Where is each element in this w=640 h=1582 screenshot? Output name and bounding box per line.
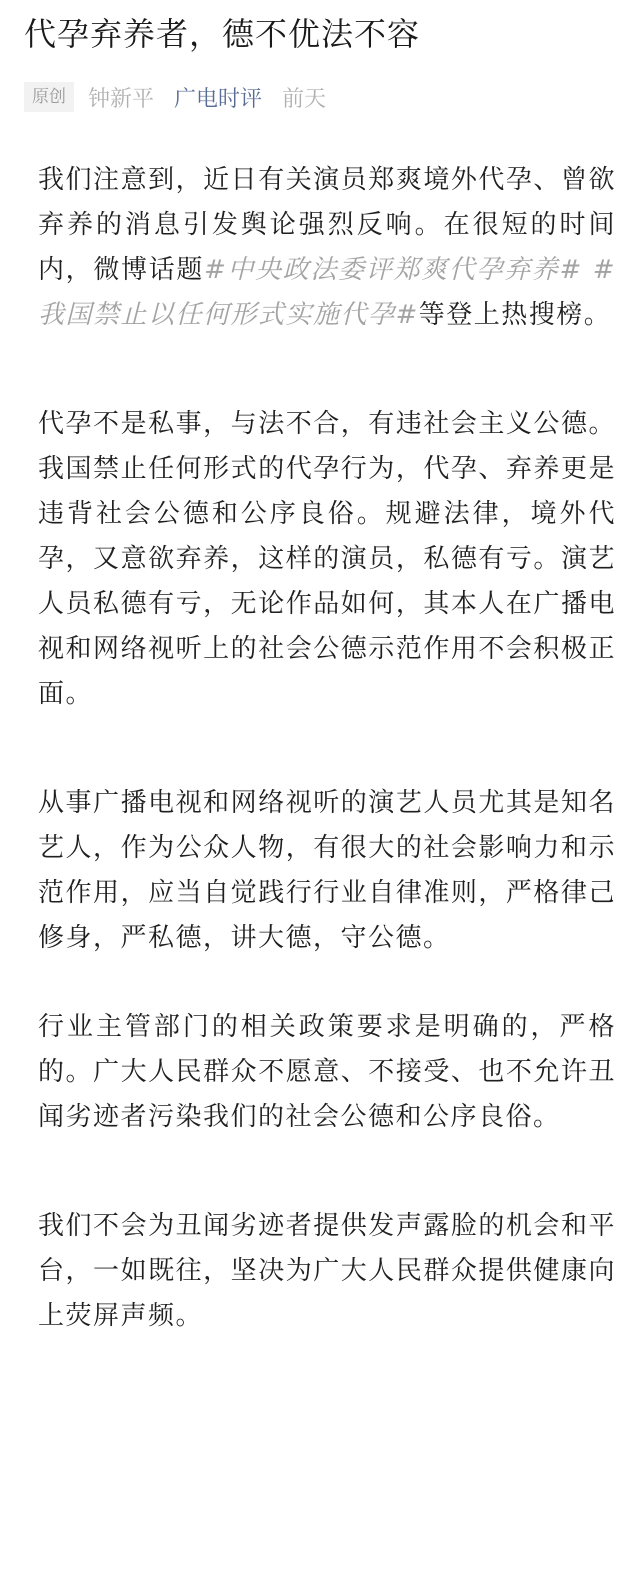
weibo-topic-2-link[interactable]: #我国禁止以任何形式实施代孕#	[38, 255, 616, 330]
article-title: 代孕弃养者，德不优法不容	[24, 15, 421, 53]
original-badge: 原创	[24, 82, 74, 112]
article-meta	[24, 80, 616, 114]
publish-time: 前天	[282, 86, 327, 112]
paragraph-1-text-end: 等登上热搜榜。	[418, 300, 612, 330]
paragraph-1-text-start: 我们注意到，近日有关演员郑爽境外代孕、曾欲弃养的消息引发舆论强烈反响。在很短的时间内，微博话题	[38, 165, 616, 285]
paragraph-1-topic-separator	[583, 255, 593, 285]
weibo-topic-1-link[interactable]: #中央政法委评郑爽代孕弃养#	[204, 255, 583, 285]
paragraph-3: 从事广播电视和网络视听的演艺人员尤其是知名艺人，作为公众人物，有很大的社会影响力和示范作用，应当自觉践行行业自律准则，严格律己修身，严私德，讲大德，守公德。	[38, 788, 616, 953]
paragraph-4: 行业主管部门的相关政策要求是明确的，严格的。广大人民群众不愿意、不接受、也不允许丑闻劣迹者污染我们的社会公德和公序良俗。	[38, 1012, 616, 1132]
account-name-link[interactable]: 广电时评	[174, 86, 263, 112]
paragraph-5: 我们不会为丑闻劣迹者提供发声露脸的机会和平台，一如既往，坚决为广大人民群众提供健康向上荧屏声频。	[38, 1211, 616, 1331]
paragraph-1	[38, 158, 616, 338]
paragraph-2: 代孕不是私事，与法不合，有违社会主义公德。我国禁止任何形式的代孕行为，代孕、弃养更是违背社会公德和公序良俗。规避法律，境外代孕，又意欲弃养，这样的演员，私德有亏。演艺人员私德有亏，无论作品如何，其本人在广播电视和网络视听上的社会公德示范作用不会积极正面。	[38, 409, 616, 709]
author-name: 钟新平	[88, 86, 155, 112]
article-body	[38, 158, 616, 1339]
